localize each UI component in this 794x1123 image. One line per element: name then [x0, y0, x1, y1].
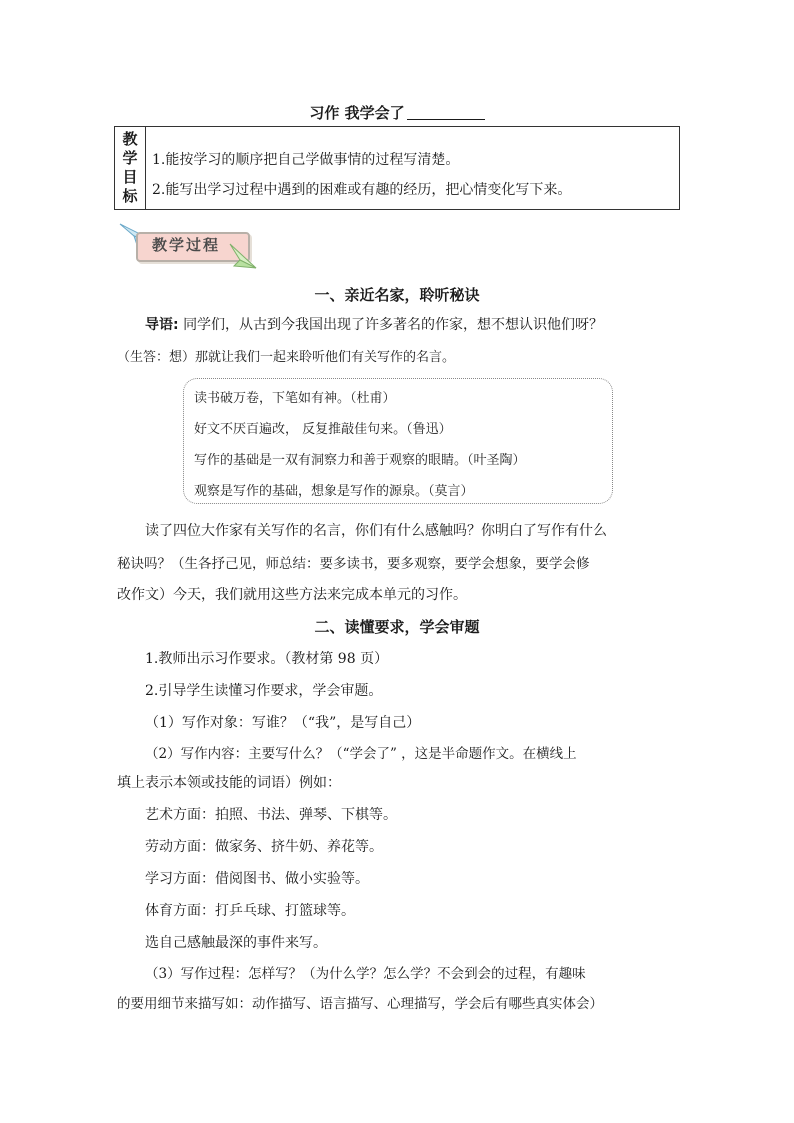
body-line: 填上表示本领或技能的词语）例如： [117, 775, 341, 791]
intro-line: （生答：想）那就让我们一起来聆听他们有关写作的名言。 [117, 350, 456, 365]
body-line: 的要用细节来描写如：动作描写、语言描写、心理描写，学会后有哪些真实体会） [117, 996, 603, 1012]
reflect-line: 改作文）今天，我们就用这些方法来完成本单元的习作。 [117, 587, 467, 603]
reflect-line: 读了四位大作家有关写作的名言，你们有什么感触吗？你明白了写作有什么 [145, 523, 607, 539]
quote-box [183, 378, 613, 504]
page-title: 习作 我学会了 [0, 102, 794, 123]
body-line: （2）写作内容：主要写什么？（“学会了” ，这是半命题作文。在横线上 [145, 746, 577, 762]
body-line: 学习方面：借阅图书、做小实验等。 [145, 871, 369, 887]
body-line: 劳动方面：做家务、挤牛奶、养花等。 [145, 839, 383, 855]
badge-text: 教学过程 [152, 236, 221, 254]
quote-item: 好文不厌百遍改， 反复推敲佳句来。（鲁迅） [194, 422, 452, 437]
quote-item: 读书破万卷，下笔如有神。（杜甫） [194, 391, 396, 406]
quote-item: 写作的基础是一双有洞察力和善于观察的眼睛。（叶圣陶） [194, 453, 526, 468]
teaching-process-badge [118, 220, 258, 272]
quote-item: 观察是写作的基础，想象是写作的源泉。（莫言） [194, 484, 474, 499]
body-line: 体育方面：打乒乓球、打篮球等。 [145, 903, 355, 919]
body-line: （3）写作过程：怎样写？（为什么学？怎么学？不会到会的过程，有趣味 [145, 966, 586, 982]
body-line: （1）写作对象：写谁？（“我”，是写自己） [145, 715, 421, 731]
goal-item: 2.能写出学习过程中遇到的困难或有趣的经历，把心情变化写下来。 [152, 182, 572, 198]
title-blank-line [407, 105, 485, 120]
goals-label [115, 127, 146, 209]
body-line: 选自己感触最深的事件来写。 [145, 935, 327, 951]
goals-label-char: 标 [122, 187, 138, 205]
goals-label-char: 教 [122, 130, 138, 148]
teaching-goals-table [114, 126, 680, 210]
goal-item: 1.能按学习的顺序把自己学做事情的过程写清楚。 [152, 152, 460, 168]
section-heading: 一、亲近名家，聆听秘诀 [314, 286, 480, 304]
body-line: 2.引导学生读懂习作要求，学会审题。 [145, 683, 383, 699]
section-heading: 二、读懂要求，学会审题 [314, 618, 480, 636]
goals-label-char: 学 [122, 149, 138, 167]
body-line: 艺术方面：拍照、书法、弹琴、下棋等。 [145, 807, 397, 823]
goals-items [146, 127, 679, 209]
intro-label: 导语: [145, 317, 179, 333]
paper-plane-icon [228, 242, 258, 270]
intro-line: 导语: 同学们，从古到今我国出现了许多著名的作家，想不想认识他们呀？ [145, 317, 604, 333]
goals-label-char: 目 [122, 168, 138, 186]
body-line: 1.教师出示习作要求。（教材第 98 页） [145, 651, 389, 667]
reflect-line: 秘诀吗？（生各抒己见，师总结：要多读书，要多观察，要学会想象，要学会修 [117, 556, 590, 572]
